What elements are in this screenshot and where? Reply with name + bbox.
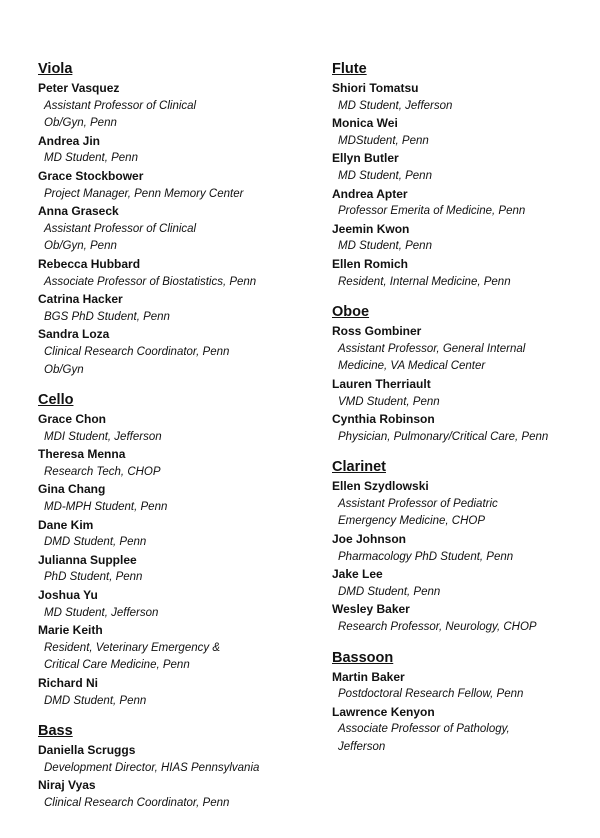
member-entry <box>38 517 313 552</box>
member-name: Julianna Supplee <box>38 552 137 567</box>
member-affiliation: Development Director, HIAS Pennsylvania <box>44 761 260 774</box>
member-entry <box>38 481 313 516</box>
section-flute <box>332 60 594 291</box>
member-affiliation: MDI Student, Jefferson <box>44 430 162 443</box>
member-name: Monica Wei <box>332 116 398 131</box>
member-entry <box>332 376 594 411</box>
member-affiliation: Associate Professor of Biostatistics, Penn <box>44 275 257 288</box>
member-name: Marie Keith <box>38 623 103 638</box>
member-name: Martin Baker <box>332 669 405 684</box>
member-entry <box>332 601 594 636</box>
section-cello <box>38 391 313 710</box>
member-name: Lawrence Kenyon <box>332 704 435 719</box>
member-name: Peter Vasquez <box>38 81 120 95</box>
member-entry <box>332 80 594 115</box>
member-affiliation: Research Professor, Neurology, CHOP <box>338 621 537 634</box>
section-title: Cello <box>38 392 74 409</box>
right-column <box>332 60 594 769</box>
member-affiliation: Assistant Professor of Clinical Ob/Gyn, Penn <box>44 222 197 253</box>
member-name: Jeemin Kwon <box>332 221 410 236</box>
member-entry <box>332 256 594 291</box>
member-entry <box>332 669 594 704</box>
member-name: Joe Johnson <box>332 532 407 547</box>
member-affiliation: MD Student, Penn <box>338 240 432 253</box>
member-entry <box>38 446 313 481</box>
member-affiliation: DMD Student, Penn <box>338 585 441 598</box>
member-name: Dane Kim <box>38 517 94 532</box>
section-bassoon <box>332 649 594 757</box>
member-affiliation: MD Student, Jefferson <box>44 606 159 619</box>
section-title: Clarinet <box>332 459 386 476</box>
member-affiliation: Clinical Research Coordinator, Penn Ob/Gyn <box>44 345 230 376</box>
member-entry <box>38 168 313 203</box>
member-name: Andrea Apter <box>332 186 408 201</box>
member-entry <box>332 411 594 446</box>
section-oboe <box>332 303 594 446</box>
member-entry <box>38 326 313 379</box>
member-affiliation: Associate Professor of Pathology, Jefferson <box>338 723 510 753</box>
member-affiliation: MD Student, Penn <box>338 169 432 182</box>
member-entry <box>38 622 313 675</box>
member-name: Ellyn Butler <box>332 151 399 166</box>
member-affiliation: VMD Student, Penn <box>338 395 440 408</box>
section-viola <box>38 60 313 379</box>
member-name: Richard Ni <box>38 676 99 690</box>
member-entry <box>38 587 313 622</box>
member-name: Ross Gombiner <box>332 324 422 339</box>
member-name: Niraj Vyas <box>38 778 96 793</box>
member-affiliation: MD-MPH Student, Penn <box>44 501 168 514</box>
member-name: Daniella Scruggs <box>38 743 136 758</box>
member-affiliation: Assistant Professor of Pediatric Emergency Medicine, CHOP <box>338 497 498 528</box>
member-entry <box>38 256 313 291</box>
member-entry <box>332 150 594 185</box>
member-affiliation: MDStudent, Penn <box>338 134 429 147</box>
member-entry <box>38 552 313 587</box>
member-name: Gina Chang <box>38 482 106 497</box>
member-name: Sandra Loza <box>38 327 110 342</box>
member-affiliation: Postdoctoral Research Fellow, Penn <box>338 688 524 701</box>
member-affiliation: Assistant Professor, General Internal Medicine, VA Medical Center <box>338 342 526 373</box>
member-entry <box>38 777 313 812</box>
member-entry <box>332 186 594 221</box>
member-affiliation: Pharmacology PhD Student, Penn <box>338 550 514 563</box>
section-title: Flute <box>332 61 367 77</box>
member-entry <box>38 411 313 446</box>
member-entry <box>38 133 313 168</box>
member-affiliation: Physician, Pulmonary/Critical Care, Penn <box>338 430 549 443</box>
section-clarinet <box>332 458 594 636</box>
member-entry <box>38 80 313 133</box>
member-entry <box>332 566 594 601</box>
member-entry <box>38 203 313 256</box>
member-entry <box>332 531 594 566</box>
member-name: Anna Graseck <box>38 204 119 219</box>
member-affiliation: DMD Student, Penn <box>44 536 147 549</box>
member-affiliation: Professor Emerita of Medicine, Penn <box>338 205 526 218</box>
member-name: Theresa Menna <box>38 447 126 462</box>
member-affiliation: DMD Student, Penn <box>44 694 147 707</box>
member-affiliation: Resident, Veterinary Emergency & Critical Care Medicine, Penn <box>44 641 220 672</box>
member-name: Wesley Baker <box>332 602 410 617</box>
member-affiliation: Project Manager, Penn Memory Center <box>44 187 244 200</box>
section-bass <box>38 722 313 812</box>
member-name: Shiori Tomatsu <box>332 81 419 95</box>
member-name: Ellen Szydlowski <box>332 479 429 494</box>
member-name: Ellen Romich <box>332 256 409 271</box>
member-affiliation: Research Tech, CHOP <box>44 465 161 478</box>
member-entry <box>332 478 594 531</box>
member-entry <box>332 115 594 150</box>
member-affiliation: BGS PhD Student, Penn <box>44 310 170 323</box>
member-name: Grace Chon <box>38 412 107 427</box>
member-affiliation: Assistant Professor of Clinical Ob/Gyn, Penn <box>44 99 197 130</box>
member-affiliation: Clinical Research Coordinator, Penn <box>44 796 230 809</box>
member-name: Grace Stockbower <box>38 168 144 183</box>
section-title: Oboe <box>332 304 370 321</box>
section-title: Bass <box>38 723 73 740</box>
member-name: Catrina Hacker <box>38 292 123 307</box>
left-column <box>38 60 313 825</box>
member-entry <box>38 742 313 777</box>
member-affiliation: MD Student, Penn <box>44 152 138 165</box>
member-affiliation: Resident, Internal Medicine, Penn <box>338 275 511 288</box>
member-name: Rebecca Hubbard <box>38 256 141 271</box>
member-entry <box>38 675 313 710</box>
member-affiliation: PhD Student, Penn <box>44 571 143 584</box>
member-entry <box>332 221 594 256</box>
member-name: Andrea Jin <box>38 133 101 148</box>
member-name: Jake Lee <box>332 567 383 582</box>
section-title: Viola <box>38 61 73 77</box>
member-name: Joshua Yu <box>38 588 98 603</box>
member-entry <box>38 291 313 326</box>
member-entry <box>332 704 594 757</box>
member-entry <box>332 323 594 376</box>
member-name: Lauren Therriault <box>332 376 431 391</box>
member-name: Cynthia Robinson <box>332 412 435 427</box>
section-title: Bassoon <box>332 649 394 666</box>
member-affiliation: MD Student, Jefferson <box>338 99 453 112</box>
